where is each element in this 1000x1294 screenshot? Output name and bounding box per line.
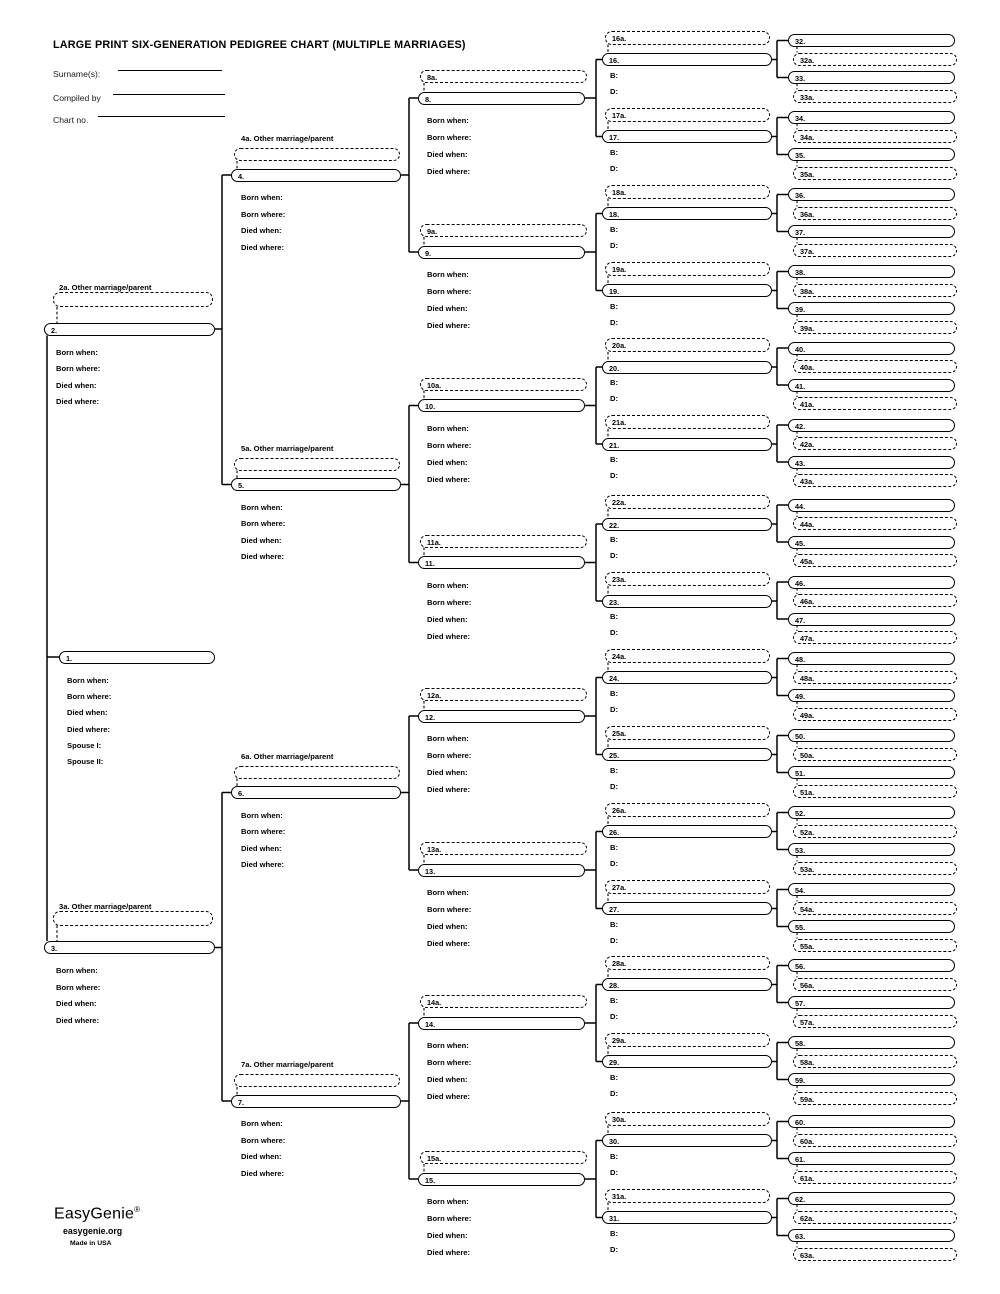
detail-label: Died where:	[427, 1092, 471, 1101]
other-marriage-label-3a: 3a. Other marriage/parent	[59, 901, 152, 911]
person-box-6[interactable]: 6.	[231, 786, 401, 799]
other-marriage-label-4a: 4a. Other marriage/parent	[241, 134, 334, 143]
other-marriage-box-41a[interactable]: 41a.	[793, 397, 957, 410]
person-box-27[interactable]: 27.	[602, 902, 772, 915]
person-box-46[interactable]: 46.	[788, 576, 955, 589]
detail-label: Born when:	[427, 734, 469, 743]
detail-label: Born when:	[427, 888, 469, 897]
detail-label: Born where:	[427, 287, 472, 296]
detail-label: Died when:	[241, 1152, 282, 1161]
detail-label: Died when:	[241, 843, 282, 853]
born-label: B:	[610, 535, 619, 544]
person-box-21[interactable]: 21.	[602, 438, 772, 451]
person-box-55[interactable]: 55.	[788, 920, 955, 933]
other-marriage-box-34a[interactable]: 34a.	[793, 130, 957, 143]
detail-label: Died where:	[427, 939, 471, 948]
person-box-16[interactable]: 16.	[602, 53, 772, 66]
person-box-60[interactable]: 60.	[788, 1115, 955, 1128]
other-marriage-box-35a[interactable]: 35a.	[793, 167, 957, 180]
other-marriage-box-28a[interactable]: 28a.	[605, 956, 770, 970]
born-label: B:	[610, 455, 619, 464]
person-box-23[interactable]: 23.	[602, 595, 772, 608]
other-marriage-box-49a[interactable]: 49a.	[793, 708, 957, 721]
other-marriage-box-2a[interactable]	[53, 292, 213, 307]
detail-label: Born where:	[56, 364, 101, 373]
born-label: B:	[610, 378, 619, 387]
person-box-1[interactable]: 1.	[59, 651, 215, 664]
registered-mark: ®	[134, 1205, 141, 1214]
died-label: D:	[610, 86, 619, 96]
detail-label: Born when:	[56, 347, 98, 357]
detail-label: Born where:	[241, 209, 286, 219]
other-marriage-box-9a[interactable]: 9a.	[420, 224, 587, 237]
chart-no-label: Chart no.	[53, 115, 89, 125]
other-marriage-box-36a[interactable]: 36a.	[793, 207, 957, 220]
person-box-62[interactable]: 62.	[788, 1192, 955, 1205]
born-label: B:	[610, 224, 619, 234]
person-box-17[interactable]: 17.	[602, 130, 772, 143]
person-box-24[interactable]: 24.	[602, 671, 772, 684]
person-box-49[interactable]: 49.	[788, 689, 955, 702]
other-marriage-box-32a[interactable]: 32a.	[793, 53, 957, 66]
made-in-usa-label: Made in USA	[70, 1240, 112, 1247]
person-box-26[interactable]: 26.	[602, 825, 772, 838]
other-marriage-label-7a: 7a. Other marriage/parent	[241, 1060, 334, 1069]
other-marriage-box-13a[interactable]: 13a.	[420, 842, 587, 855]
person-box-52[interactable]: 52.	[788, 806, 955, 819]
other-marriage-box-58a[interactable]: 58a.	[793, 1055, 957, 1068]
person-box-50[interactable]: 50.	[788, 729, 955, 742]
other-marriage-box-12a[interactable]: 12a.	[420, 688, 587, 701]
person-box-57[interactable]: 57.	[788, 996, 955, 1009]
other-marriage-box-15a[interactable]: 15a.	[420, 1151, 587, 1164]
other-marriage-box-48a[interactable]: 48a.	[793, 671, 957, 684]
other-marriage-box-7a[interactable]	[234, 1074, 400, 1087]
person-box-14[interactable]: 14.	[418, 1017, 585, 1030]
other-marriage-box-39a[interactable]: 39a.	[793, 321, 957, 334]
detail-label: Died when:	[67, 708, 108, 718]
detail-label: Born when:	[427, 116, 469, 125]
detail-label: Born where:	[427, 751, 472, 760]
detail-label: Died when:	[427, 768, 468, 777]
person-box-41[interactable]: 41.	[788, 379, 955, 392]
person-box-9[interactable]: 9.	[418, 246, 585, 259]
detail-label: Died when:	[427, 1075, 468, 1084]
person-box-47[interactable]: 47.	[788, 613, 955, 626]
died-label: D:	[610, 394, 619, 403]
detail-label: Died when:	[427, 150, 468, 159]
other-marriage-box-53a[interactable]: 53a.	[793, 862, 957, 875]
detail-label: Died when:	[241, 535, 282, 545]
other-marriage-box-56a[interactable]: 56a.	[793, 978, 957, 991]
surname-label: Surname(s):	[53, 69, 101, 79]
other-marriage-box-50a[interactable]: 50a.	[793, 748, 957, 761]
detail-label: Died where:	[241, 242, 285, 252]
detail-label: Died when:	[427, 1231, 468, 1240]
detail-label: Died when:	[56, 999, 97, 1008]
other-marriage-box-61a[interactable]: 61a.	[793, 1171, 957, 1184]
died-label: D:	[610, 781, 619, 791]
person-box-40[interactable]: 40.	[788, 342, 955, 355]
person-box-31[interactable]: 31.	[602, 1211, 772, 1224]
other-marriage-box-3a[interactable]	[53, 911, 213, 926]
detail-label: Born where:	[427, 440, 472, 450]
detail-label: Died where:	[67, 724, 111, 734]
other-marriage-box-33a[interactable]: 33a.	[793, 90, 957, 103]
born-label: B:	[610, 842, 619, 852]
person-box-25[interactable]: 25.	[602, 748, 772, 761]
person-box-43[interactable]: 43.	[788, 456, 955, 469]
detail-label: Died where:	[427, 785, 471, 794]
person-box-56[interactable]: 56.	[788, 959, 955, 972]
other-marriage-box-18a[interactable]: 18a.	[605, 185, 770, 199]
detail-label: Born when:	[67, 676, 109, 685]
born-label: B:	[610, 765, 619, 775]
other-marriage-box-57a[interactable]: 57a.	[793, 1015, 957, 1028]
other-marriage-box-14a[interactable]: 14a.	[420, 995, 587, 1008]
person-box-63[interactable]: 63.	[788, 1229, 955, 1242]
born-label: B:	[610, 612, 619, 621]
detail-label: Died where:	[427, 474, 471, 484]
detail-label: Born where:	[241, 827, 286, 836]
detail-label: Died where:	[56, 397, 100, 406]
person-box-45[interactable]: 45.	[788, 536, 955, 549]
died-label: D:	[610, 935, 619, 945]
other-marriage-box-63a[interactable]: 63a.	[793, 1248, 957, 1261]
person-box-35[interactable]: 35.	[788, 148, 955, 161]
died-label: D:	[610, 704, 619, 714]
person-box-18[interactable]: 18.	[602, 207, 772, 220]
other-marriage-box-52a[interactable]: 52a.	[793, 825, 957, 838]
other-marriage-box-20a[interactable]: 20a.	[605, 338, 770, 352]
person-box-61[interactable]: 61.	[788, 1152, 955, 1165]
other-marriage-box-11a[interactable]: 11a.	[420, 535, 587, 548]
died-label: D:	[610, 1011, 619, 1021]
detail-label: Born when:	[241, 810, 283, 820]
born-label: B:	[610, 147, 619, 157]
person-box-12[interactable]: 12.	[418, 710, 585, 723]
detail-label: Born where:	[241, 519, 286, 528]
detail-label: Died when:	[427, 457, 468, 467]
died-label: D:	[610, 163, 619, 173]
died-label: D:	[610, 317, 619, 327]
person-box-58[interactable]: 58.	[788, 1036, 955, 1049]
other-marriage-box-22a[interactable]: 22a.	[605, 495, 770, 509]
born-label: B:	[610, 70, 619, 80]
detail-label: Born where:	[427, 1058, 472, 1067]
detail-label: Died where:	[427, 321, 471, 330]
person-box-37[interactable]: 37.	[788, 225, 955, 238]
other-marriage-label-6a: 6a. Other marriage/parent	[241, 751, 334, 761]
detail-label: Died where:	[56, 1015, 100, 1025]
born-label: B:	[610, 1072, 619, 1082]
other-marriage-box-43a[interactable]: 43a.	[793, 474, 957, 487]
person-box-15[interactable]: 15.	[418, 1173, 585, 1186]
other-marriage-box-25a[interactable]: 25a.	[605, 726, 770, 740]
other-marriage-label-2a: 2a. Other marriage/parent	[59, 283, 152, 292]
detail-label: Born where:	[56, 982, 101, 992]
person-box-53[interactable]: 53.	[788, 843, 955, 856]
other-marriage-box-16a[interactable]: 16a.	[605, 31, 770, 45]
detail-label: Died where:	[427, 167, 471, 176]
compiled-by-label: Compiled by	[53, 93, 101, 103]
other-marriage-box-23a[interactable]: 23a.	[605, 572, 770, 586]
person-box-11[interactable]: 11.	[418, 556, 585, 569]
detail-label: Died when:	[427, 922, 468, 931]
person-box-33[interactable]: 33.	[788, 71, 955, 84]
detail-label: Born when:	[427, 270, 469, 279]
person-box-4[interactable]: 4.	[231, 169, 401, 182]
person-box-28[interactable]: 28.	[602, 978, 772, 991]
other-marriage-box-21a[interactable]: 21a.	[605, 415, 770, 429]
detail-label: Died where:	[427, 631, 471, 641]
person-box-32[interactable]: 32.	[788, 34, 955, 47]
person-box-22[interactable]: 22.	[602, 518, 772, 531]
other-marriage-box-4a[interactable]	[234, 148, 400, 161]
born-label: B:	[610, 1228, 619, 1238]
detail-label: Died where:	[241, 1168, 285, 1178]
born-label: B:	[610, 301, 619, 311]
born-label: B:	[610, 995, 619, 1005]
other-marriage-box-10a[interactable]: 10a.	[420, 378, 587, 391]
detail-label: Spouse I:	[67, 740, 102, 750]
person-box-7[interactable]: 7.	[231, 1095, 401, 1108]
other-marriage-box-31a[interactable]: 31a.	[605, 1189, 770, 1203]
person-box-34[interactable]: 34.	[788, 111, 955, 124]
other-marriage-box-55a[interactable]: 55a.	[793, 939, 957, 952]
detail-label: Died when:	[56, 380, 97, 390]
detail-label: Born when:	[241, 193, 283, 202]
brand-website: easygenie.org	[63, 1226, 123, 1236]
other-marriage-box-54a[interactable]: 54a.	[793, 902, 957, 915]
person-box-51[interactable]: 51.	[788, 766, 955, 779]
born-label: B:	[610, 688, 619, 698]
person-box-39[interactable]: 39.	[788, 302, 955, 315]
other-marriage-box-40a[interactable]: 40a.	[793, 360, 957, 373]
detail-label: Died where:	[427, 1248, 471, 1257]
other-marriage-box-30a[interactable]: 30a.	[605, 1112, 770, 1126]
other-marriage-box-8a[interactable]: 8a.	[420, 70, 587, 83]
person-box-13[interactable]: 13.	[418, 864, 585, 877]
died-label: D:	[610, 1244, 619, 1254]
person-box-44[interactable]: 44.	[788, 499, 955, 512]
other-marriage-box-59a[interactable]: 59a.	[793, 1092, 957, 1105]
died-label: D:	[610, 1088, 619, 1098]
detail-label: Born when:	[56, 966, 98, 975]
detail-label: Born when:	[241, 502, 283, 512]
born-label: B:	[610, 1151, 619, 1161]
died-label: D:	[610, 471, 619, 480]
died-label: D:	[610, 1167, 619, 1177]
detail-label: Died when:	[427, 614, 468, 624]
page-title: LARGE PRINT SIX-GENERATION PEDIGREE CHART (MULTIPLE MARRIAGES)	[53, 39, 466, 51]
detail-label: Born where:	[427, 1214, 472, 1223]
detail-label: Born when:	[427, 1041, 469, 1050]
person-box-5[interactable]: 5.	[231, 478, 401, 491]
other-marriage-box-24a[interactable]: 24a.	[605, 649, 770, 663]
other-marriage-box-37a[interactable]: 37a.	[793, 244, 957, 257]
person-box-20[interactable]: 20.	[602, 361, 772, 374]
born-label: B:	[610, 919, 619, 929]
detail-label: Born when:	[427, 1197, 469, 1206]
detail-label: Born where:	[241, 1135, 286, 1145]
other-marriage-box-19a[interactable]: 19a.	[605, 262, 770, 276]
detail-label: Spouse II:	[67, 757, 104, 766]
detail-label: Born where:	[427, 133, 472, 142]
other-marriage-box-51a[interactable]: 51a.	[793, 785, 957, 798]
other-marriage-box-17a[interactable]: 17a.	[605, 108, 770, 122]
other-marriage-box-29a[interactable]: 29a.	[605, 1033, 770, 1047]
person-box-30[interactable]: 30.	[602, 1134, 772, 1147]
detail-label: Born where:	[67, 692, 112, 702]
person-box-59[interactable]: 59.	[788, 1073, 955, 1086]
detail-label: Died where:	[241, 552, 285, 561]
person-box-3[interactable]: 3.	[44, 941, 215, 954]
person-box-48[interactable]: 48.	[788, 652, 955, 665]
died-label: D:	[610, 858, 619, 868]
other-marriage-box-26a[interactable]: 26a.	[605, 803, 770, 817]
detail-label: Died when:	[241, 226, 282, 235]
person-box-38[interactable]: 38.	[788, 265, 955, 278]
died-label: D:	[610, 240, 619, 250]
person-box-19[interactable]: 19.	[602, 284, 772, 297]
person-box-54[interactable]: 54.	[788, 883, 955, 896]
person-box-10[interactable]: 10.	[418, 399, 585, 412]
detail-label: Born where:	[427, 597, 472, 607]
person-box-36[interactable]: 36.	[788, 188, 955, 201]
brand-name: EasyGenie	[54, 1205, 135, 1223]
detail-label: Died when:	[427, 304, 468, 313]
other-marriage-box-44a[interactable]: 44a.	[793, 517, 957, 530]
other-marriage-box-27a[interactable]: 27a.	[605, 880, 770, 894]
detail-label: Born when:	[427, 580, 469, 590]
died-label: D:	[610, 628, 619, 637]
person-box-2[interactable]: 2.	[44, 323, 215, 336]
other-marriage-box-6a[interactable]	[234, 766, 400, 779]
other-marriage-label-5a: 5a. Other marriage/parent	[241, 443, 334, 453]
detail-label: Died where:	[241, 860, 285, 869]
person-box-29[interactable]: 29.	[602, 1055, 772, 1068]
other-marriage-box-62a[interactable]: 62a.	[793, 1211, 957, 1224]
detail-label: Born when:	[427, 423, 469, 433]
other-marriage-box-45a[interactable]: 45a.	[793, 554, 957, 567]
died-label: D:	[610, 551, 619, 560]
other-marriage-box-60a[interactable]: 60a.	[793, 1134, 957, 1147]
detail-label: Born where:	[427, 905, 472, 914]
detail-label: Born when:	[241, 1119, 283, 1128]
person-box-8[interactable]: 8.	[418, 92, 585, 105]
person-box-42[interactable]: 42.	[788, 419, 955, 432]
other-marriage-box-38a[interactable]: 38a.	[793, 284, 957, 297]
other-marriage-box-42a[interactable]: 42a.	[793, 437, 957, 450]
other-marriage-box-46a[interactable]: 46a.	[793, 594, 957, 607]
other-marriage-box-47a[interactable]: 47a.	[793, 631, 957, 644]
other-marriage-box-5a[interactable]	[234, 458, 400, 471]
